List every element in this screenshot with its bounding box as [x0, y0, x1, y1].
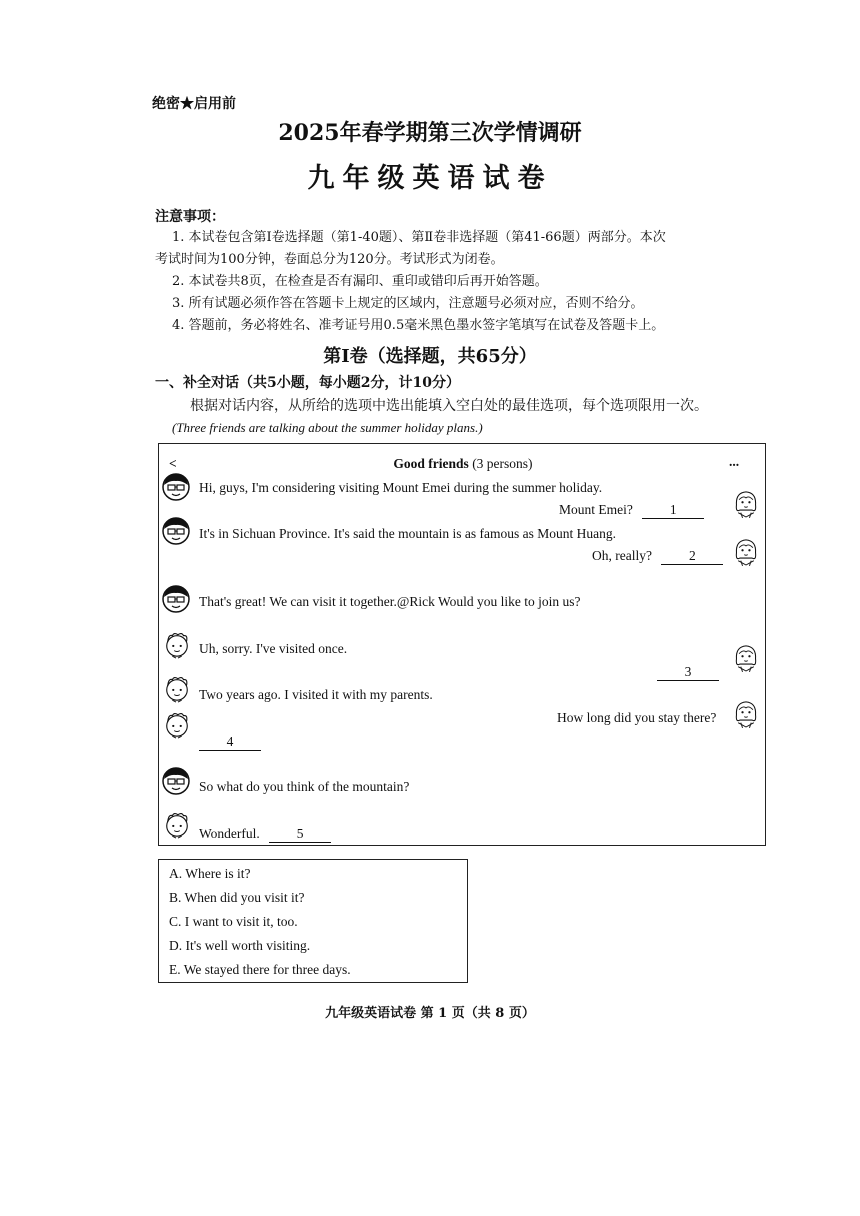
boy-avatar-icon [161, 472, 191, 502]
chat-window [158, 443, 766, 846]
dialogue-context: (Three friends are talking about the summer holiday plans.) [172, 420, 483, 435]
chat-message [199, 734, 261, 751]
boy-avatar-icon [161, 584, 191, 614]
part-title: 一、补全对话（共5小题，每小题2分，计10分） [155, 375, 460, 391]
chat-title: Good friends [393, 456, 469, 471]
chat-message: Uh, sorry. I've visited once. [199, 641, 348, 656]
boy-avatar-icon [161, 766, 191, 796]
note-item: 4. 答题前，务必将姓名、准考证号用0.5毫米黑色墨水签字笔填写在试卷及答题卡上。 [172, 318, 665, 333]
curly-avatar-icon [163, 630, 191, 660]
message-text: Oh, really? [592, 548, 652, 563]
girl-avatar-icon [733, 536, 759, 568]
curly-avatar-icon [163, 810, 191, 840]
answer-blank: 5 [269, 826, 331, 843]
chat-message [657, 664, 719, 681]
confidential-label: 绝密★启用前 [152, 96, 236, 112]
curly-avatar-icon [163, 710, 191, 740]
chat-message: That's great! We can visit it together.@Rick Would you like to join us? [199, 594, 581, 609]
girl-avatar-icon [733, 698, 759, 730]
note-item: 3. 所有试题必须作答在答题卡上规定的区域内，注意题号必须对应，否则不给分。 [172, 296, 644, 311]
message-text: Mount Emei? [559, 502, 633, 517]
chat-message: Hi, guys, I'm considering visiting Mount Emei during the summer holiday. [199, 480, 603, 495]
instruction: 根据对话内容，从所给的选项中选出能填入空白处的最佳选项，每个选项限用一次。 [190, 398, 708, 414]
message-text: Wonderful. [199, 826, 260, 841]
option-e: E. We stayed there for three days. [169, 962, 351, 977]
option-a: A. Where is it? [169, 866, 251, 881]
page-footer: 九年级英语试卷 第 1 页（共 8 页） [325, 1006, 535, 1021]
option-b: B. When did you visit it? [169, 890, 305, 905]
note-item: 1. 本试卷包含第Ⅰ卷选择题（第1-40题）、第Ⅱ卷非选择题（第41-66题）两部分。本次 [172, 230, 666, 245]
options-box [158, 859, 468, 983]
answer-blank: 2 [661, 548, 723, 565]
exam-subtitle: 九年级英语试卷 [307, 163, 553, 194]
more-icon[interactable]: ... [729, 454, 740, 469]
chat-message [592, 548, 723, 565]
answer-blank: 3 [657, 664, 719, 681]
note-item: 2. 本试卷共8页，在检查是否有漏印、重印或错印后再开始答题。 [172, 274, 548, 289]
chat-message: It's in Sichuan Province. It's said the mountain is as famous as Mount Huang. [199, 526, 616, 541]
chat-message: So what do you think of the mountain? [199, 779, 410, 794]
girl-avatar-icon [733, 488, 759, 520]
girl-avatar-icon [733, 642, 759, 674]
option-d: D. It's well worth visiting. [169, 938, 311, 953]
chat-member-count: (3 persons) [472, 456, 533, 471]
back-icon[interactable]: < [169, 456, 177, 471]
chat-message [559, 502, 704, 519]
exam-title: 2025年春学期第三次学情调研 [278, 120, 582, 146]
chat-message: How long did you stay there? [557, 710, 717, 725]
note-item: 考试时间为100分钟，卷面总分为120分。考试形式为闭卷。 [155, 252, 504, 267]
boy-avatar-icon [161, 516, 191, 546]
curly-avatar-icon [163, 674, 191, 704]
answer-blank: 4 [199, 734, 261, 751]
section-title: 第Ⅰ卷（选择题，共65分） [323, 346, 537, 367]
option-c: C. I want to visit it, too. [169, 914, 298, 929]
notes-heading: 注意事项： [155, 209, 225, 225]
answer-blank: 1 [642, 502, 704, 519]
chat-message: Two years ago. I visited it with my parents. [199, 687, 433, 702]
chat-message [199, 826, 331, 843]
chat-header [159, 456, 767, 472]
